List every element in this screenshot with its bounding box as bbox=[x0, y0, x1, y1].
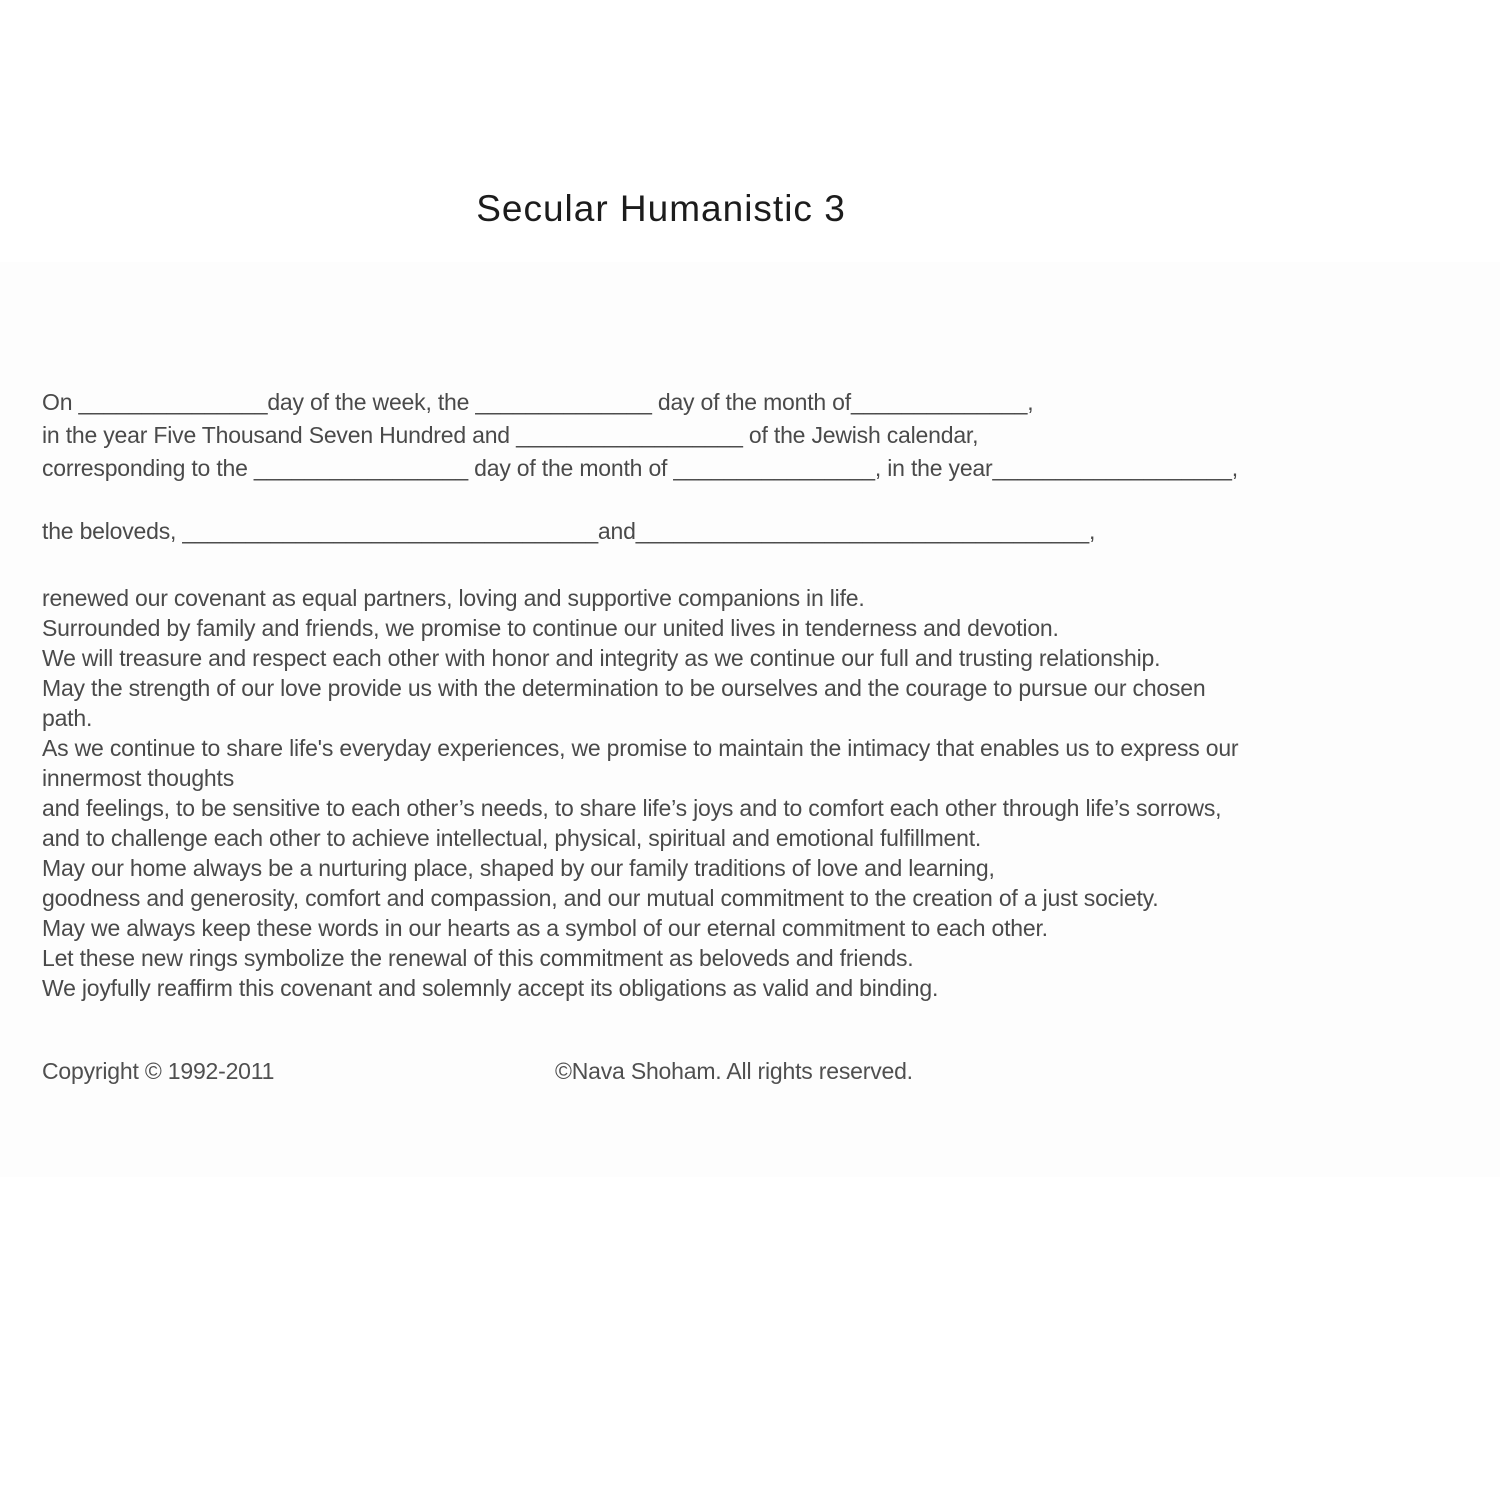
opening-line-civil-date: corresponding to the _________________ day of the month of ________________, in the year___________________, bbox=[42, 455, 1238, 481]
copyright-row bbox=[42, 1058, 1472, 1090]
covenant-line: We joyfully reaffirm this covenant and solemnly accept its obligations as valid and binding. bbox=[42, 975, 939, 1001]
covenant-line: May our home always be a nurturing place, shaped by our family traditions of love and learning, bbox=[42, 855, 995, 881]
covenant-line: and to challenge each other to achieve intellectual, physical, spiritual and emotional fulfillment. bbox=[42, 825, 982, 851]
covenant-line: We will treasure and respect each other with honor and integrity as we continue our full and trusting relationship. bbox=[42, 645, 1161, 671]
opening-line-week-day: On _______________day of the week, the ______________ day of the month of______________, bbox=[42, 389, 1034, 415]
page-title: Secular Humanistic 3 bbox=[476, 188, 846, 229]
covenant-line: innermost thoughts bbox=[42, 765, 235, 791]
covenant-paragraph bbox=[42, 583, 1472, 1003]
covenant-line: Surrounded by family and friends, we promise to continue our united lives in tenderness and devotion. bbox=[42, 615, 1059, 641]
covenant-line: path. bbox=[42, 705, 93, 731]
ketubah-document-text bbox=[42, 386, 1472, 1090]
covenant-line: renewed our covenant as equal partners, loving and supportive companions in life. bbox=[42, 585, 865, 611]
opening-line-jewish-year: in the year Five Thousand Seven Hundred and __________________ of the Jewish calendar, bbox=[42, 422, 979, 448]
covenant-line: As we continue to share life's everyday experiences, we promise to maintain the intimacy that enables us to express our bbox=[42, 735, 1239, 761]
opening-section bbox=[42, 386, 1472, 485]
copyright-years: Copyright © 1992-2011 bbox=[42, 1058, 275, 1084]
beloveds-names-line: the beloveds, _________________________________and____________________________________, bbox=[42, 518, 1096, 544]
covenant-line: May we always keep these words in our hearts as a symbol of our eternal commitment to each other. bbox=[42, 915, 1048, 941]
covenant-line: Let these new rings symbolize the renewal of this commitment as beloveds and friends. bbox=[42, 945, 914, 971]
covenant-line: and feelings, to be sensitive to each other’s needs, to share life’s joys and to comfort each other through life’s sorrows, bbox=[42, 795, 1222, 821]
copyright-owner: ©Nava Shoham. All rights reserved. bbox=[555, 1058, 913, 1084]
covenant-line: May the strength of our love provide us with the determination to be ourselves and the courage to pursue our chosen bbox=[42, 675, 1206, 701]
covenant-line: goodness and generosity, comfort and compassion, and our mutual commitment to the creation of a just society. bbox=[42, 885, 1159, 911]
